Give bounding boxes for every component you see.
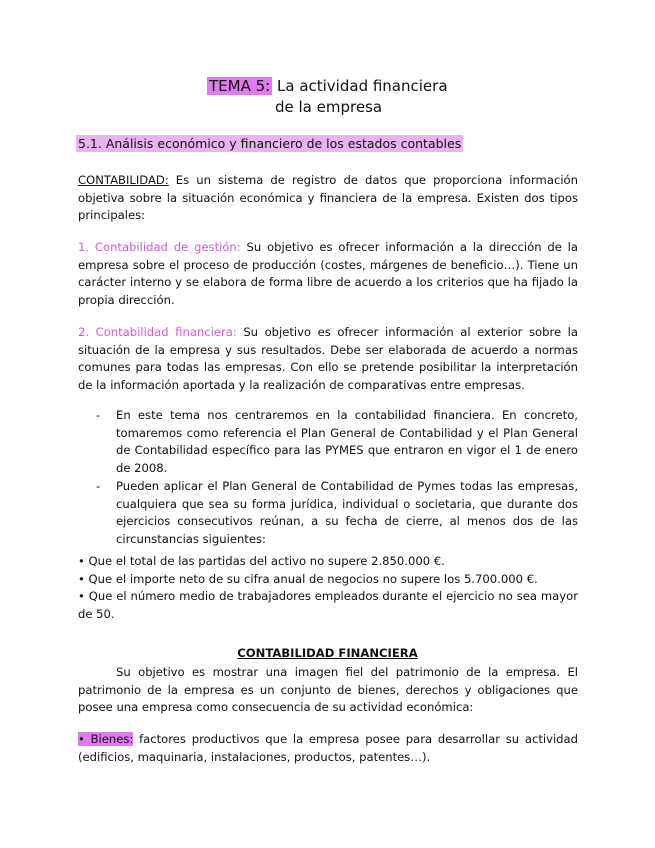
dash-marker: - [96,478,101,493]
list-item [96,407,578,478]
criteria-list [78,553,578,624]
title-line-2: de la empresa [275,98,383,116]
contabilidad-text: Es un sistema de registro de datos que proporciona información objetiva sobre la situación económica y financiera de la empresa. Existen dos tipos principales: [78,173,578,223]
financiera-text: Su objetivo es ofrecer información al exterior sobre la situación de la empresa y sus resultados. Debe ser elaborada de acuerdo a normas comunes para todas las empresas. Con ello se pretende posibilitar la interpretación de la información aportada y la realización de comparativas entre empresas. [78,325,578,393]
contabilidad-paragraph [78,172,578,225]
gestion-paragraph [78,239,578,310]
gestion-label: 1. Contabilidad de gestión: [78,240,241,254]
cf-paragraph: Su objetivo es mostrar una imagen fiel del patrimonio de la empresa. El patrimonio de la empresa es un conjunto de bienes, derechos y obligaciones que posee una empresa como consecuencia de su actividad económica: [78,665,578,715]
bienes-paragraph [78,731,578,766]
list-item [96,478,578,549]
section-heading: 5.1. Análisis económico y financiero de los estados contables [78,136,462,151]
contabilidad-term: CONTABILIDAD: [78,173,169,187]
tema-tag: TEMA 5: [209,77,271,95]
contabilidad-financiera-heading: CONTABILIDAD FINANCIERA [237,646,418,660]
financiera-paragraph [78,324,578,395]
criteria-item: • Que el importe neto de su cifra anual de negocios no supere los 5.700.000 €. [78,571,538,586]
title-line-1: La actividad financiera [277,77,448,95]
gestion-text: Su objetivo es ofrecer información a la dirección de la empresa sobre el proceso de producción (costes, márgenes de beneficio…). Tiene un carácter interno y se elabora de forma libre de acuerdo a los criterios que ha fijado la propia dirección. [78,240,578,308]
bienes-label: • Bienes: [78,732,134,746]
criteria-item: • Que el número medio de trabajadores empleados durante el ejercicio no sea mayor de 50. [78,589,578,622]
list-item-text: En este tema nos centraremos en la contabilidad financiera. En concreto, tomaremos como referencia el Plan General de Contabilidad y el Plan General de Contabilidad específico para las PYMES que entraron en vigor el 1 de enero de 2008. [116,408,578,476]
criteria-item: • Que el total de las partidas del activo no supere 2.850.000 €. [78,554,445,568]
dash-list [96,407,578,549]
bienes-text: factores productivos que la empresa posee para desarrollar su actividad (edificios, maquinaria, instalaciones, productos, patentes…). [78,732,578,764]
list-item-text: Pueden aplicar el Plan General de Contabilidad de Pymes todas las empresas, cualquiera que sea su forma jurídica, individual o societaria, que durante dos ejercicios consecutivos reúnan, a su fecha de cierre, al menos dos de las circunstancias siguientes: [116,478,578,546]
page-title [207,76,448,118]
dash-marker: - [96,408,101,422]
financiera-label: 2. Contabilidad financiera: [78,325,237,339]
